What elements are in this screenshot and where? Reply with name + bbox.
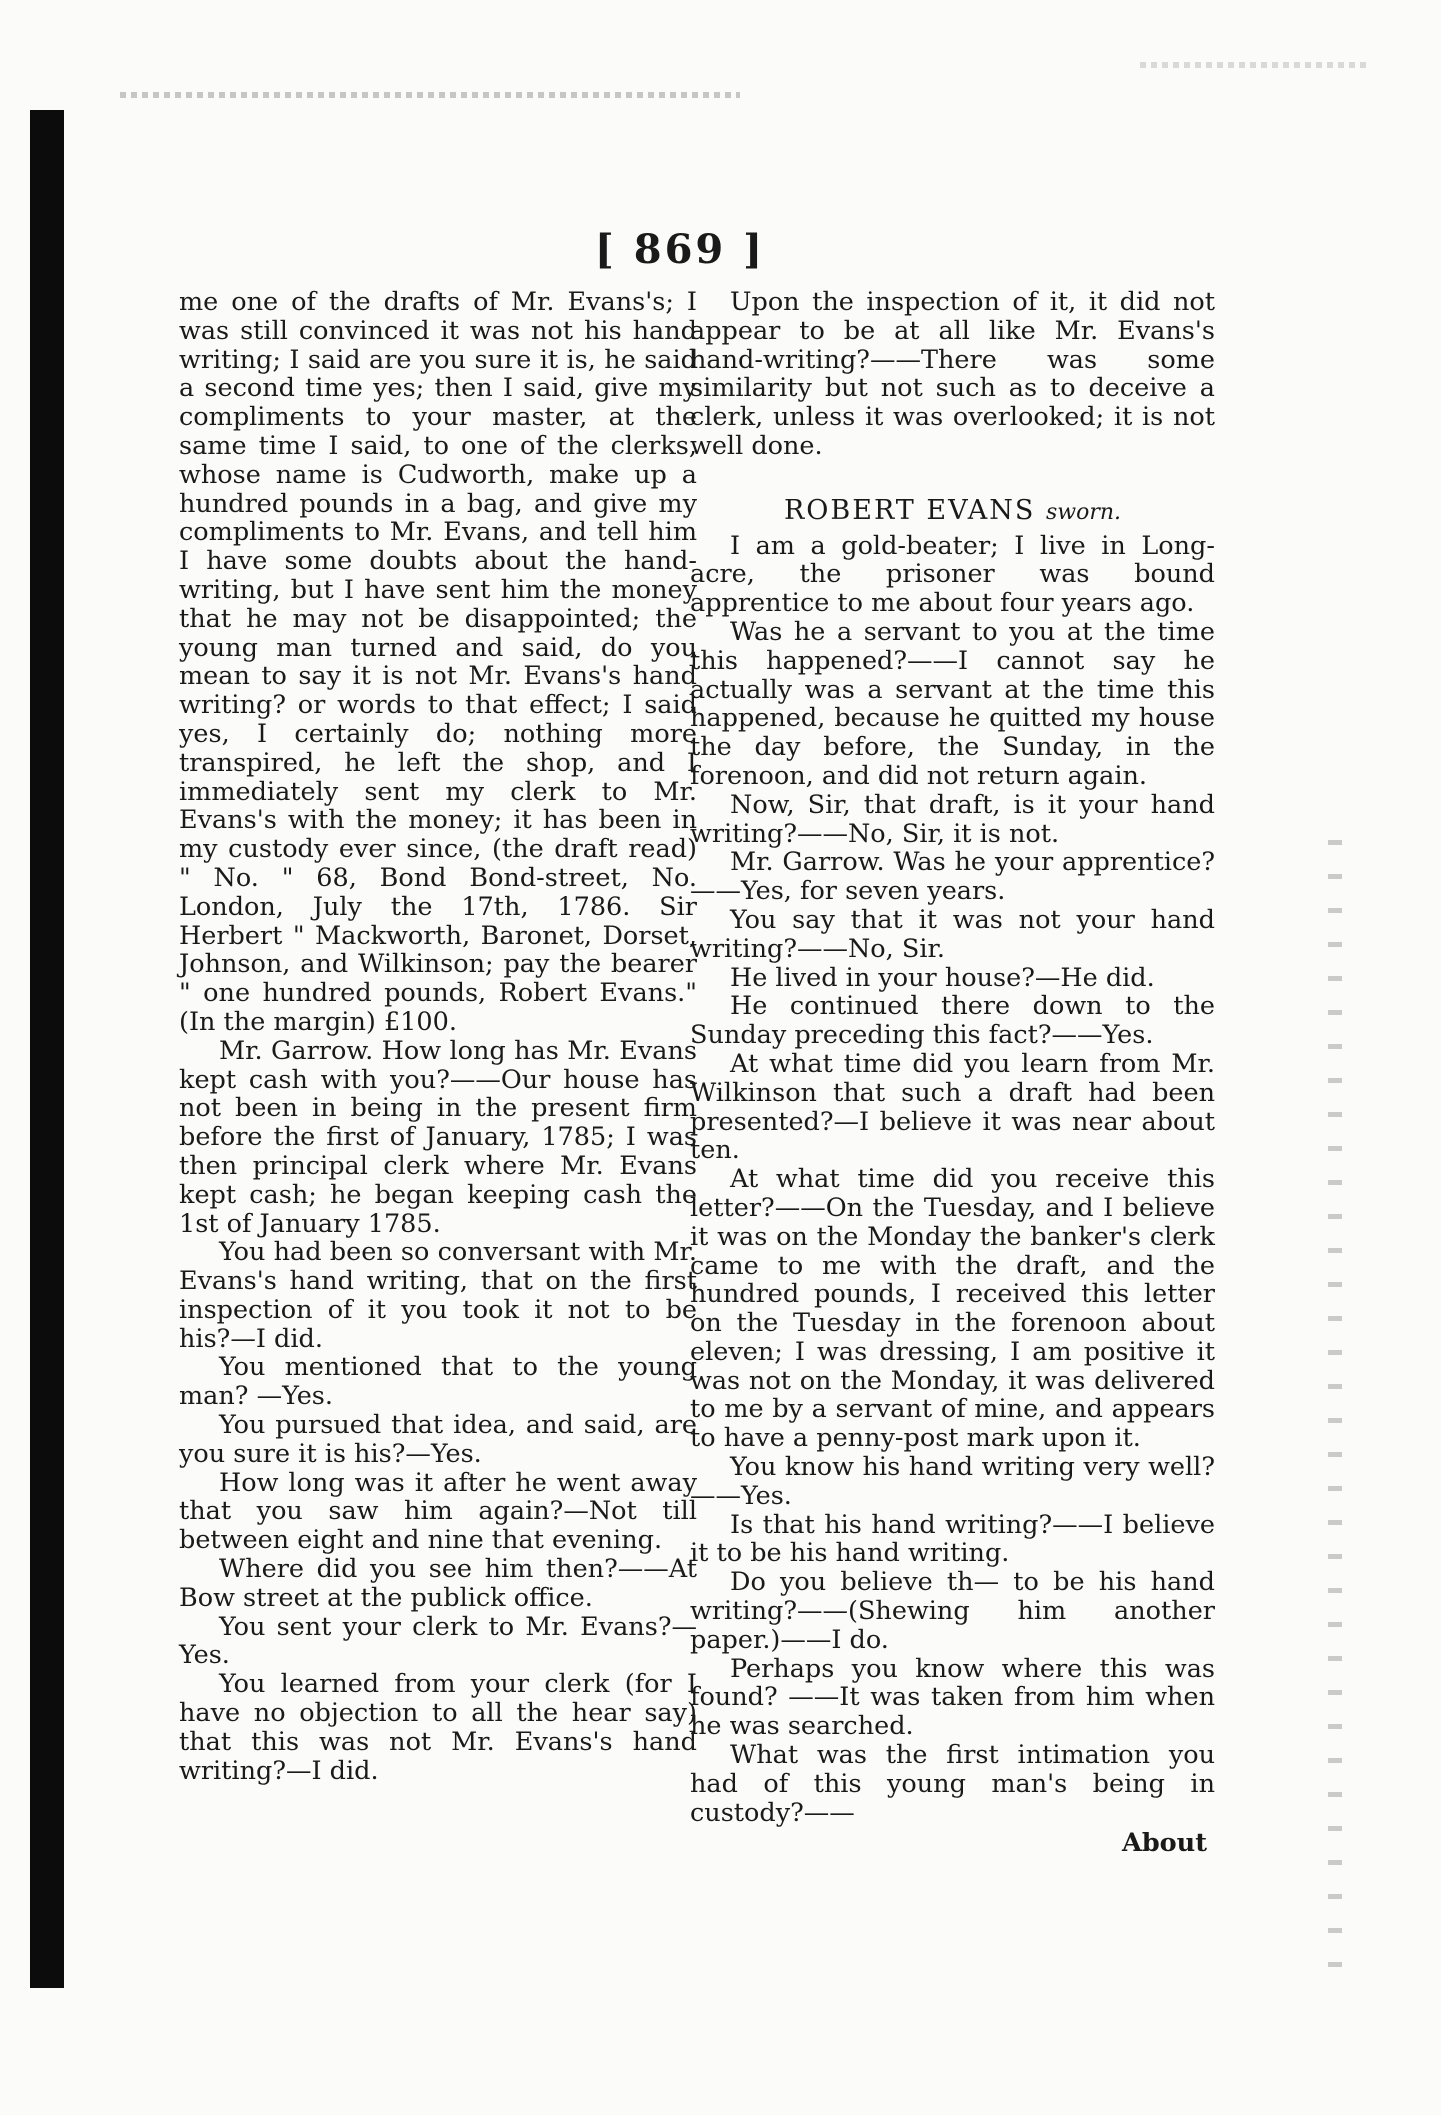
book-binding-shadow: [30, 110, 64, 1988]
paragraph: You mentioned that to the young man? —Yes.: [179, 1352, 697, 1412]
paragraph: Mr. Garrow. How long has Mr. Evans kept cash with you?——Our house has not been in being in the present firm before the first of January, 1785; I was then principal clerk where Mr. Evans kept cash; he began keeping cash the 1st of January 1785.: [179, 1035, 697, 1239]
paragraph: Do you believe th— to be his hand writing?——(Shewing him another paper.)——I do.: [690, 1567, 1215, 1655]
right-column: [690, 288, 1215, 1858]
paragraph: Now, Sir, that draft, is it your hand writing?——No, Sir, it is not.: [690, 789, 1215, 849]
page-number: [ 869 ]: [594, 226, 766, 273]
scan-artifact-edge: [1328, 840, 1342, 1980]
paragraph: How long was it after he went away that you saw him again?—Not till between eight and nine that evening.: [179, 1467, 697, 1556]
paragraph: Mr. Garrow. Was he your apprentice? ——Yes, for seven years.: [690, 847, 1215, 907]
witness-name: ROBERT EVANS: [783, 494, 1036, 526]
paragraph: You learned from your clerk (for I have no objection to all the hear say) that this was not Mr. Evans's hand writing?—I did.: [179, 1669, 697, 1786]
witness-sworn: sworn.: [1046, 499, 1122, 525]
scan-artifact-top-right: [1140, 62, 1370, 68]
witness-heading: [690, 494, 1215, 528]
paragraph: At what time did you receive this letter?——On the Tuesday, and I believe it was on the Monday the banker's clerk came to me with the draft, and the hundred pounds, I received this letter on the Tuesday in the forenoon about eleven; I was dressing, I am positive it was not on the Monday, it was delivered to me by a servant of mine, and appears to have a penny-post mark upon it.: [690, 1164, 1215, 1454]
paragraph: Where did you see him then?——At Bow street at the publick office.: [179, 1554, 697, 1613]
left-column: [179, 288, 697, 1785]
catchword: About: [1122, 1828, 1207, 1859]
paragraph: Was he a servant to you at the time this happened?——I cannot say he actually was a servant at the time this happened, because he quitted my house the day before, the Sunday, in the forenoon, and did not return again.: [690, 616, 1215, 791]
paragraph: At what time did you learn from Mr. Wilkinson that such a draft had been presented?—I believe it was near about ten.: [690, 1048, 1215, 1166]
paragraph: You sent your clerk to Mr. Evans?—Yes.: [179, 1611, 697, 1671]
paragraph: Perhaps you know where this was found? ——It was taken from him when he was searched.: [690, 1653, 1215, 1742]
paragraph: me one of the drafts of Mr. Evans's; I was still convinced it was not his hand writing; I said are you sure it is, he said a second time yes; then I said, give my compliments to your master, at the same time I said, to one of the clerks, whose name is Cudworth, make up a hundred pounds in a bag, and give my compliments to Mr. Evans, and tell him I have some doubts about the hand-writing, but I have sent him the money that he may not be disappointed; the young man turned and said, do you mean to say it is not Mr. Evans's hand writing? or words to that effect; I said yes, I certainly do; nothing more transpired, he left the shop, and I immediately sent my clerk to Mr. Evans's with the money; it has been in my custody ever since, (the draft read) " No. " 68, Bond Bond-street, No. London, July the 17th, 1786. Sir Herbert " Mackworth, Baronet, Dorset, Johnson, and Wilkinson; pay the bearer " one hundred pounds, Robert Evans." (In the margin) £100.: [179, 287, 697, 1037]
paragraph: What was the first intimation you had of this young man's being in custody?——: [690, 1740, 1215, 1828]
paragraph: I am a gold-beater; I live in Long-acre, the prisoner was bound apprentice to me about four years ago.: [690, 530, 1215, 619]
scan-artifact-top: [120, 92, 740, 98]
paragraph: You had been so conversant with Mr. Evans's hand writing, that on the first inspection of it you took it not to be his?—I did.: [179, 1237, 697, 1354]
paragraph: You pursued that idea, and said, are you sure it is his?—Yes.: [179, 1410, 697, 1469]
paragraph: You know his hand writing very well? ——Yes.: [690, 1452, 1215, 1511]
paragraph: He continued there down to the Sunday preceding this fact?——Yes.: [690, 991, 1215, 1051]
paragraph: Upon the inspection of it, it did not appear to be at all like Mr. Evans's hand-writing?——There was some similarity but not such as to deceive a clerk, unless it was overlooked; it is not well done.: [690, 287, 1215, 461]
paragraph: You say that it was not your hand writing?——No, Sir.: [690, 904, 1215, 964]
paragraph: He lived in your house?—He did.: [730, 962, 1155, 993]
paragraph: Is that his hand writing?——I believe it to be his hand writing.: [690, 1509, 1215, 1569]
